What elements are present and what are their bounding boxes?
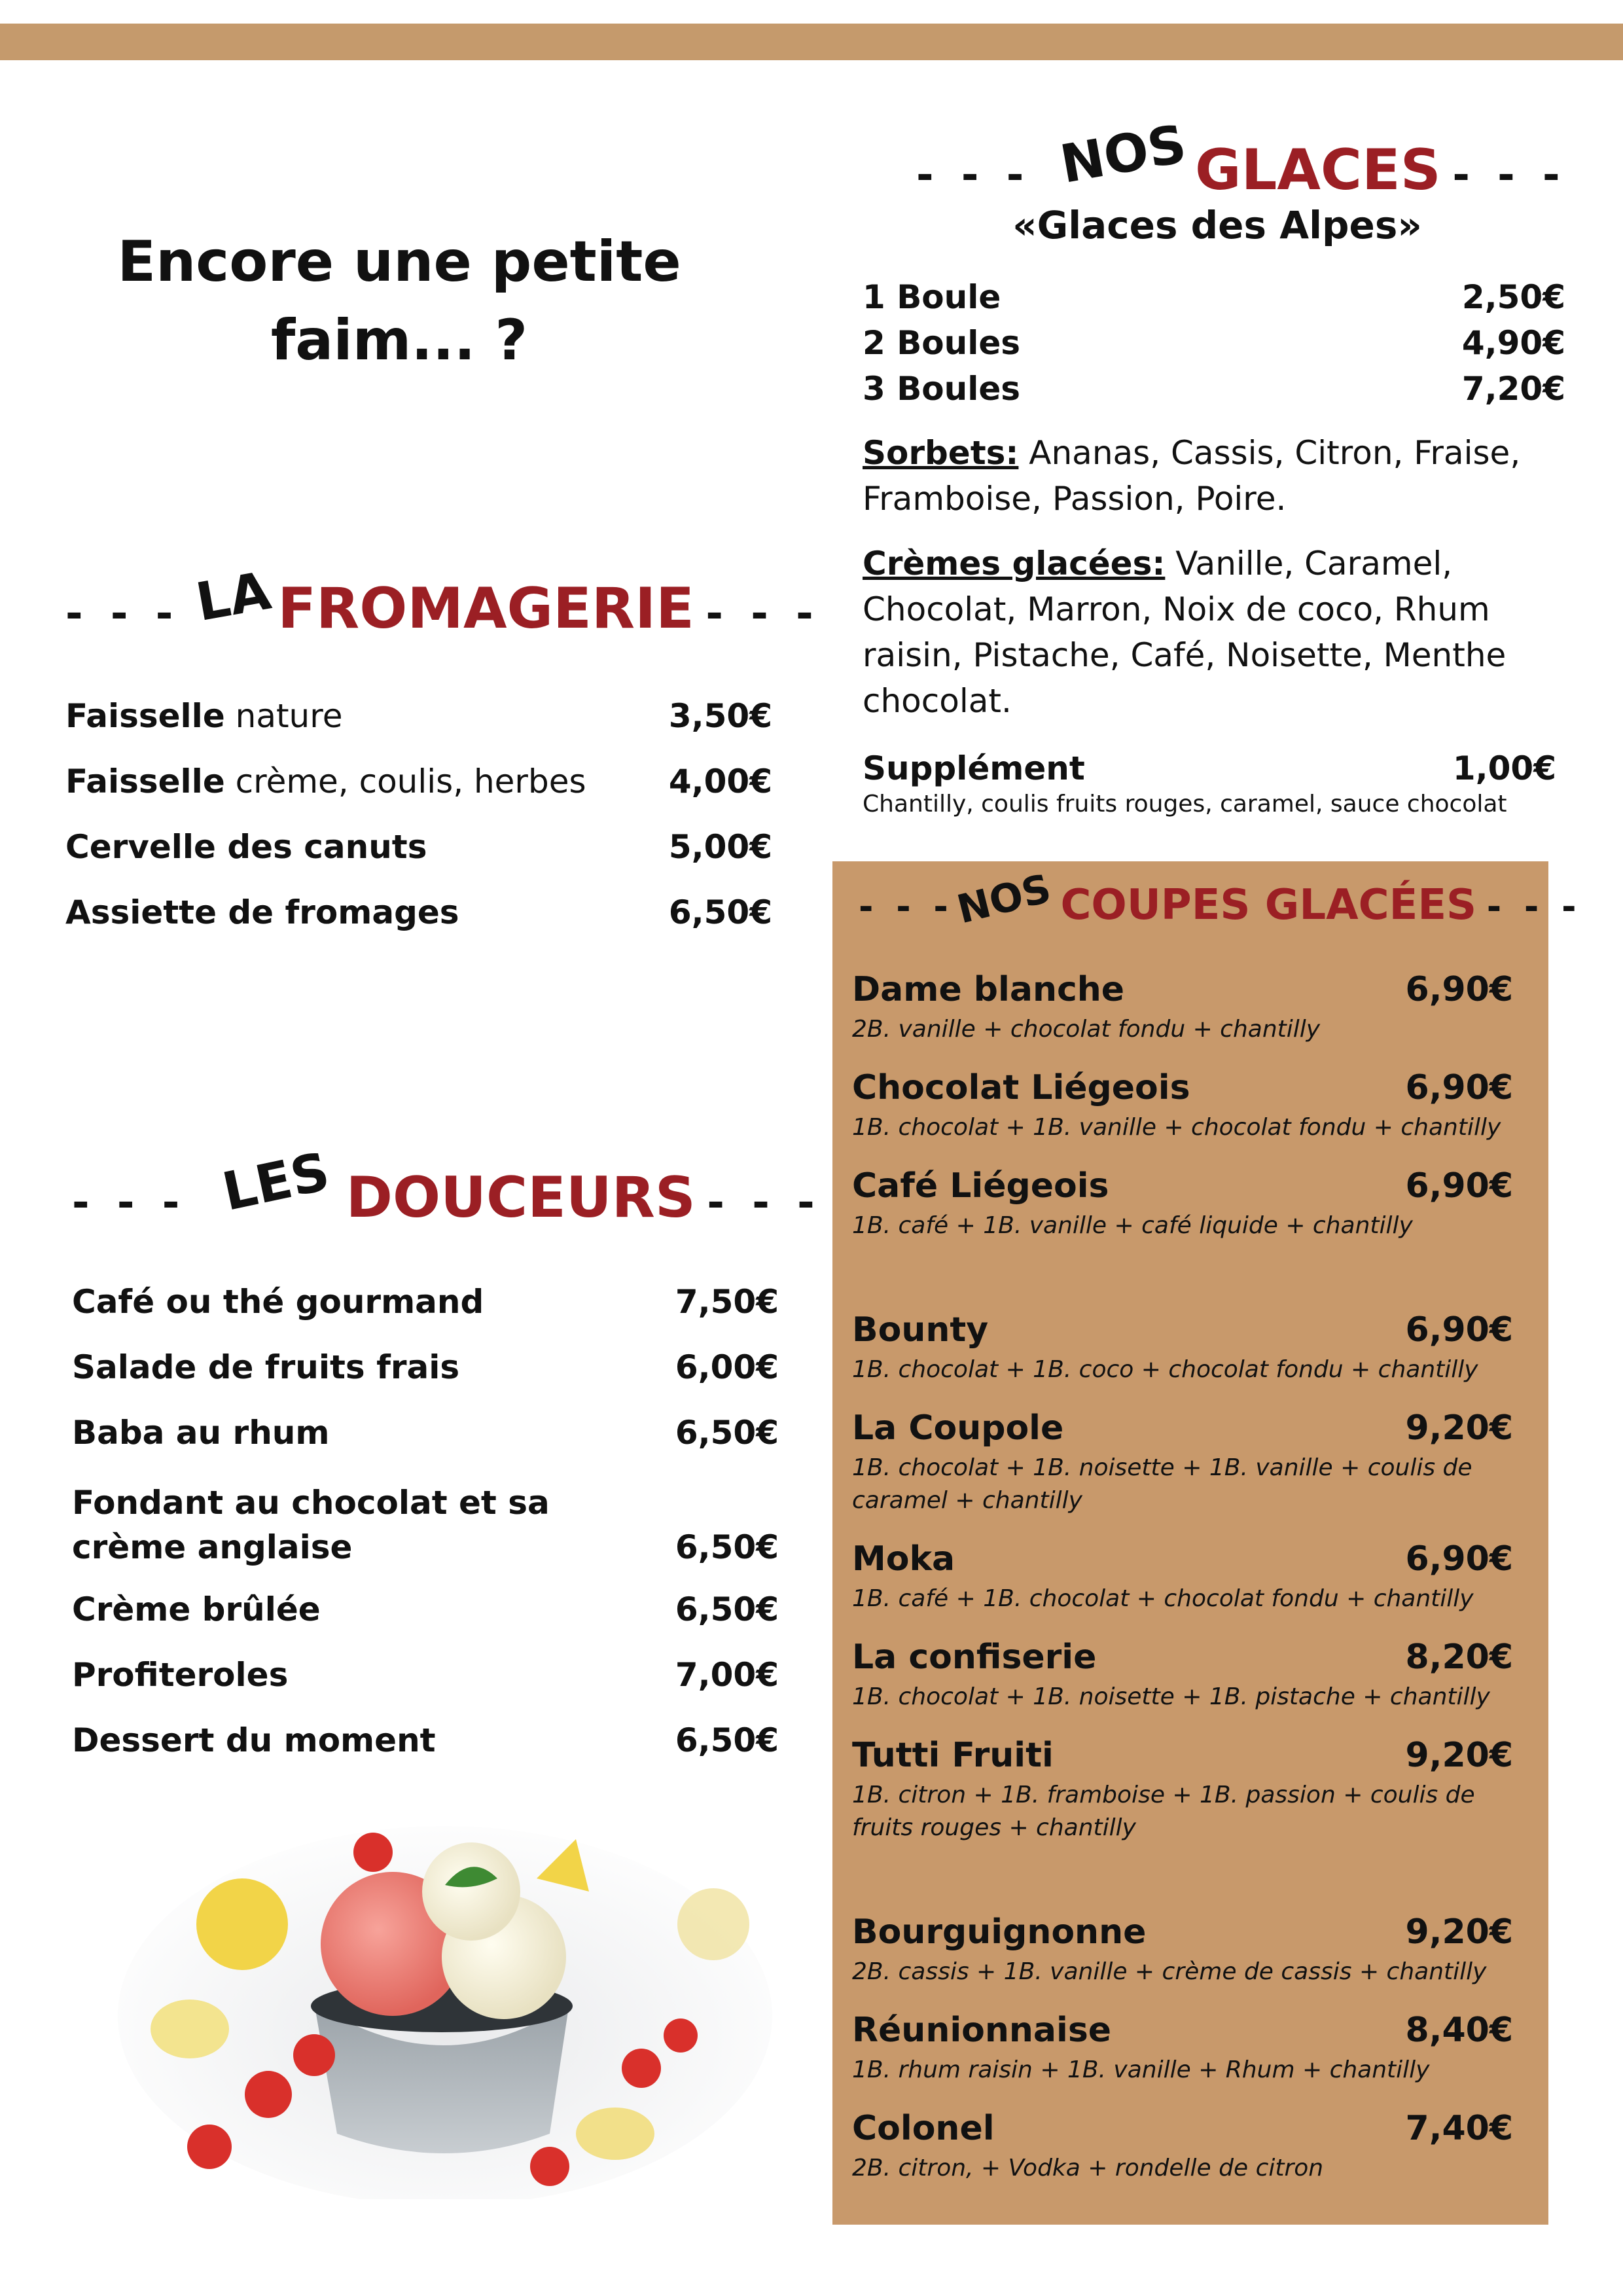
dashes-left: - - - bbox=[859, 886, 954, 927]
cremes-text: Vanille, Caramel, Chocolat, Marron, Noix de coco, Rhum raisin, Pistache, Café, Noisette, Menthe chocolat. bbox=[863, 545, 1507, 720]
coupe-description: 1B. citron + 1B. framboise + 1B. passion + coulis de fruits rouges + chantilly bbox=[852, 1782, 1475, 1841]
top-decorative-bar bbox=[0, 24, 1623, 60]
coupe-price: 9,20€ bbox=[1405, 1408, 1513, 1448]
item-price: 1,00€ bbox=[1452, 749, 1556, 787]
coupe-description: 2B. vanille + chocolat fondu + chantilly bbox=[852, 1016, 1321, 1043]
coupe-name: Moka bbox=[852, 1539, 955, 1579]
coupe-name: Café Liégeois bbox=[852, 1166, 1109, 1206]
cremes-list bbox=[863, 541, 1569, 724]
menu-item bbox=[72, 1480, 779, 1572]
supplement-detail: Chantilly, coulis fruits rouges, caramel, sauce chocolat bbox=[863, 791, 1507, 817]
dashes-right: - - - bbox=[707, 1179, 821, 1227]
heading-title: DOUCEURS bbox=[346, 1165, 696, 1230]
coupe-price: 9,20€ bbox=[1405, 1736, 1513, 1775]
item-name: 2 Boules bbox=[863, 324, 1021, 362]
heading-prefix: LES bbox=[217, 1141, 334, 1223]
coupe-name: Bourguignonne bbox=[852, 1912, 1147, 1952]
coupe-price: 9,20€ bbox=[1405, 1912, 1513, 1952]
item-name: Café ou thé gourmand bbox=[72, 1283, 484, 1321]
sorbets-label: Sorbets: bbox=[863, 434, 1019, 472]
item-name: Baba au rhum bbox=[72, 1414, 330, 1452]
item-name: Supplément bbox=[863, 749, 1085, 787]
sorbets-list bbox=[863, 430, 1569, 522]
glaces-subtitle: «Glaces des Alpes» bbox=[1012, 203, 1422, 247]
item-price: 6,50€ bbox=[675, 1590, 779, 1628]
item-price: 6,50€ bbox=[668, 893, 772, 931]
coupe-description: 2B. cassis + 1B. vanille + crème de cassis + chantilly bbox=[852, 1958, 1487, 1985]
dashes-left: - - - bbox=[72, 1179, 187, 1227]
dashes-right: - - - bbox=[1452, 151, 1567, 200]
glaces-heading bbox=[916, 113, 1567, 203]
heading-title: GLACES bbox=[1194, 137, 1441, 203]
item-price: 6,00€ bbox=[675, 1348, 779, 1386]
coupe-price: 6,90€ bbox=[1405, 1166, 1513, 1206]
coupe-price: 8,20€ bbox=[1405, 1638, 1513, 1677]
item-name: Assiette de fromages bbox=[65, 893, 459, 931]
intro-line-1: Encore une petite bbox=[117, 229, 681, 295]
heading-prefix: NOS bbox=[1056, 113, 1191, 196]
item-price: 4,90€ bbox=[1461, 324, 1565, 362]
coupe-name: Dame blanche bbox=[852, 970, 1125, 1009]
coupe-description: 1B. café + 1B. vanille + café liquide + chantilly bbox=[852, 1212, 1413, 1239]
item-price: 6,50€ bbox=[675, 1414, 779, 1452]
coupe-price: 6,90€ bbox=[1405, 1310, 1513, 1350]
coupe-price: 6,90€ bbox=[1405, 970, 1513, 1009]
dashes-right: - - - bbox=[705, 590, 820, 638]
coupes-panel bbox=[832, 861, 1582, 2225]
item-name: Salade de fruits frais bbox=[72, 1348, 460, 1386]
item-name: Profiteroles bbox=[72, 1656, 289, 1694]
item-name: Faisselle bbox=[65, 697, 225, 735]
item-price: 6,50€ bbox=[675, 1528, 779, 1566]
item-price: 7,00€ bbox=[675, 1656, 779, 1694]
heading-prefix: LA bbox=[191, 560, 275, 634]
item-name: Crème brûlée bbox=[72, 1590, 321, 1628]
coupe-price: 7,40€ bbox=[1405, 2109, 1513, 2148]
coupe-description: 1B. chocolat + 1B. noisette + 1B. pistache + chantilly bbox=[852, 1683, 1490, 1710]
coupe-name: Bounty bbox=[852, 1310, 989, 1350]
item-price: 6,50€ bbox=[675, 1721, 779, 1759]
item-price: 4,00€ bbox=[668, 762, 772, 800]
coupe-price: 6,90€ bbox=[1405, 1068, 1513, 1107]
dashes-left: - - - bbox=[65, 590, 180, 638]
coupe-price: 8,40€ bbox=[1405, 2011, 1513, 2050]
item-name: 1 Boule bbox=[863, 278, 1001, 316]
dashes-left: - - - bbox=[916, 151, 1031, 200]
douceurs-heading bbox=[72, 1141, 821, 1230]
ice-cream-bowl-illustration bbox=[118, 1780, 772, 2199]
fromagerie-heading bbox=[65, 560, 820, 641]
coupe-description: 1B. chocolat + 1B. noisette + 1B. vanille + coulis de caramel + chantilly bbox=[852, 1454, 1472, 1514]
intro-heading bbox=[79, 223, 720, 380]
heading-prefix: NOS bbox=[953, 865, 1056, 933]
item-price: 7,50€ bbox=[675, 1283, 779, 1321]
item-price: 7,20€ bbox=[1461, 370, 1565, 408]
coupe-name: La Coupole bbox=[852, 1408, 1064, 1448]
coupe-name: Chocolat Liégeois bbox=[852, 1068, 1190, 1107]
coupe-price: 6,90€ bbox=[1405, 1539, 1513, 1579]
cremes-label: Crèmes glacées: bbox=[863, 545, 1166, 583]
item-name: Cervelle des canuts bbox=[65, 828, 427, 866]
coupe-description: 2B. citron, + Vodka + rondelle de citron bbox=[852, 2155, 1324, 2181]
intro-line-2: faim... ? bbox=[270, 308, 528, 373]
coupes-heading bbox=[859, 865, 1582, 933]
item-name: 3 Boules bbox=[863, 370, 1021, 408]
dashes-right: - - - bbox=[1486, 886, 1582, 927]
item-name: Fondant au chocolat et sa bbox=[72, 1484, 550, 1522]
heading-title: COUPES GLACÉES bbox=[1060, 881, 1477, 929]
coupe-name: Colonel bbox=[852, 2109, 995, 2148]
coupe-name: Tutti Fruiti bbox=[852, 1736, 1054, 1775]
item-detail: crème, coulis, herbes bbox=[224, 762, 586, 800]
coupe-name: La confiserie bbox=[852, 1638, 1097, 1677]
item-detail: nature bbox=[224, 697, 343, 735]
item-name: Faisselle bbox=[65, 762, 225, 800]
heading-title: FROMAGERIE bbox=[277, 576, 694, 641]
item-name: Dessert du moment bbox=[72, 1721, 436, 1759]
item-name-line-2: crème anglaise bbox=[72, 1528, 353, 1566]
item-price: 2,50€ bbox=[1461, 278, 1565, 316]
coupe-name: Réunionnaise bbox=[852, 2011, 1112, 2050]
item-price: 5,00€ bbox=[668, 828, 772, 866]
coupe-description: 1B. rhum raisin + 1B. vanille + Rhum + chantilly bbox=[852, 2056, 1430, 2083]
sorbets-text: Ananas, Cassis, Citron, Fraise, Framboise, Passion, Poire. bbox=[863, 434, 1521, 518]
item-price: 3,50€ bbox=[668, 697, 772, 735]
coupe-description: 1B. chocolat + 1B. coco + chocolat fondu + chantilly bbox=[852, 1356, 1478, 1383]
coupe-description: 1B. café + 1B. chocolat + chocolat fondu + chantilly bbox=[852, 1585, 1474, 1612]
coupe-description: 1B. chocolat + 1B. vanille + chocolat fondu + chantilly bbox=[852, 1114, 1501, 1141]
